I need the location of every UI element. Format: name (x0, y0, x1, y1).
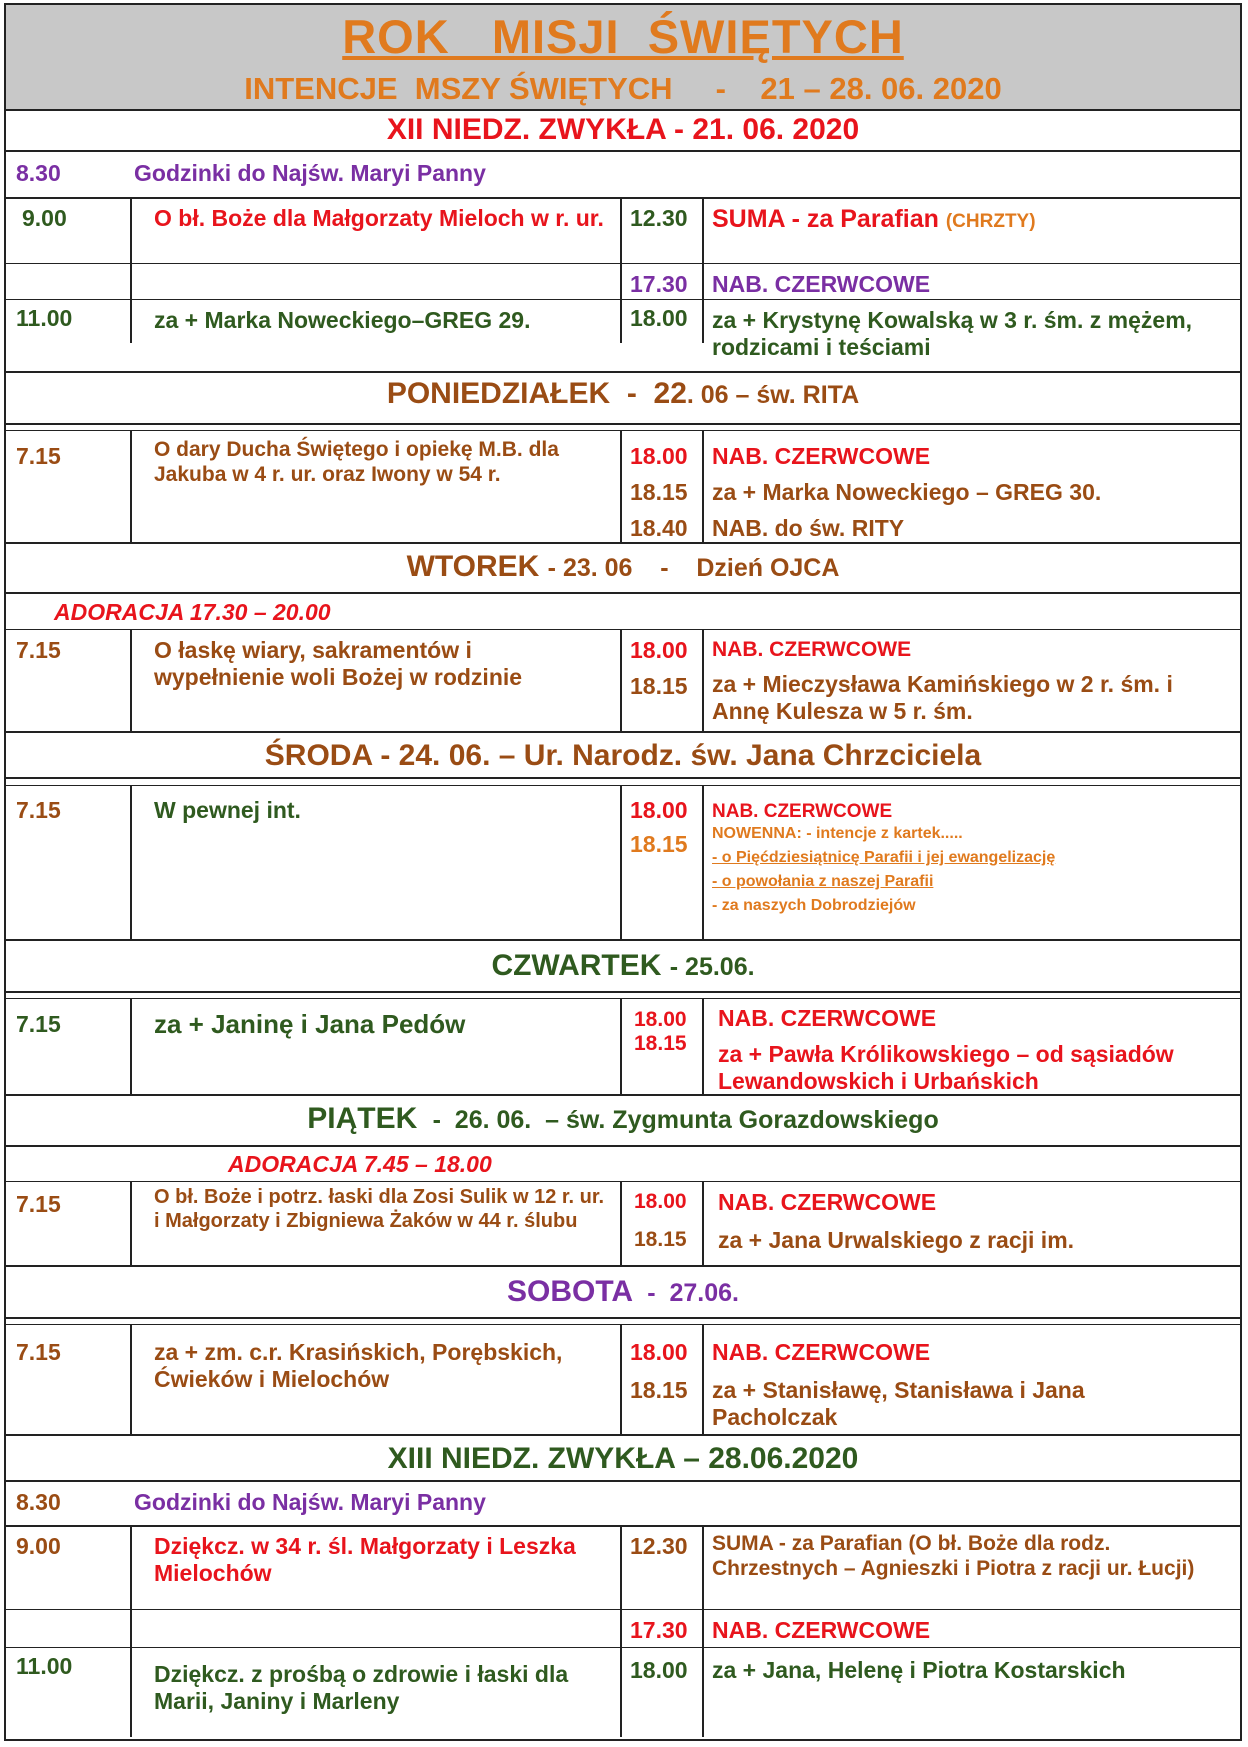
time: 18.00 (634, 1190, 687, 1213)
time: 11.00 (16, 1653, 73, 1679)
intention: Godzinki do Najśw. Maryi Panny (134, 1489, 486, 1515)
time: 18.15 (630, 1377, 688, 1403)
intention: Dziękcz. z prośbą o zdrowie i łaski dla Marii, Janiny i Marleny (154, 1661, 569, 1714)
time: 12.30 (630, 205, 688, 231)
intention: NAB. CZERWCOWE (712, 443, 931, 469)
intention: NOWENNA: - intencje z kartek..... (712, 825, 963, 842)
time: 18.15 (630, 673, 688, 699)
day-title-monday: PONIEDZIAŁEK - 22. 06 – św. RITA (386, 377, 860, 410)
page-title: ROK MISJI ŚWIĘTYCH (342, 10, 904, 63)
intention: za + zm. c.r. Krasińskich, Porębskich, Ćwieków i Mielochów (154, 1339, 563, 1392)
intention: NAB. do św. RITY (712, 515, 905, 541)
intention: za + Jana Urwalskiego z racji im. (718, 1227, 1075, 1253)
adoration-note: ADORACJA 7.45 – 18.00 (228, 1151, 492, 1177)
intention: - za naszych Dobrodziejów (712, 897, 916, 914)
time: 18.15 (634, 1032, 687, 1055)
intention: O łaskę wiary, sakramentów i wypełnienie woli Bożej w rodzinie (154, 637, 523, 690)
time: 7.15 (16, 443, 61, 469)
intention: W pewnej int. (154, 797, 301, 823)
intention: NAB. CZERWCOWE (718, 1189, 937, 1215)
time: 18.00 (630, 1339, 688, 1365)
day-title-saturday: SOBOTA - 27.06. (506, 1275, 739, 1308)
time: 11.00 (16, 305, 73, 331)
intention: za + Stanisławę, Stanisława i Jana Pacholczak (712, 1377, 1085, 1430)
day-title-wednesday: ŚRODA - 24. 06. – Ur. Narodz. św. Jana Chrzciciela (264, 739, 982, 772)
intention: - o powołania z naszej Parafii (712, 873, 934, 890)
day-title-sunday: XII NIEDZ. ZWYKŁA - 21. 06. 2020 (386, 113, 860, 146)
adoration-note: ADORACJA 17.30 – 20.00 (54, 599, 331, 625)
time: 18.15 (634, 1228, 687, 1251)
header (6, 5, 1240, 111)
intention: Godzinki do Najśw. Maryi Panny (134, 160, 486, 186)
time: 18.00 (630, 305, 688, 331)
time: 12.30 (630, 1533, 688, 1559)
intention: NAB. CZERWCOWE (718, 1005, 937, 1031)
intention: NAB. CZERWCOWE (712, 1339, 931, 1365)
intention: NAB. CZERWCOWE (712, 1617, 931, 1643)
intention: Dziękcz. w 34 r. śl. Małgorzaty i Leszka Mielochów (154, 1533, 576, 1586)
intention: za + Marka Noweckiego – GREG 30. (712, 479, 1102, 505)
intention: NAB. CZERWCOWE (712, 638, 912, 661)
intention: za + Pawła Królikowskiego – od sąsiadów Lewandowskich i Urbańskich (718, 1041, 1174, 1094)
time: 7.15 (16, 637, 61, 663)
time: 17.30 (630, 1617, 688, 1643)
intention: - o Pięćdziesiątnicę Parafii i jej ewangelizację (712, 849, 1056, 866)
intention: O dary Ducha Świętego i opiekę M.B. dla Jakuba w 4 r. ur. oraz Iwony w 54 r. (154, 438, 559, 486)
time: 7.15 (16, 1191, 61, 1217)
time: 7.15 (16, 1339, 61, 1365)
day-title-thursday: CZWARTEK - 25.06. (491, 949, 755, 982)
time: 18.15 (630, 479, 688, 505)
time: 8.30 (16, 160, 61, 186)
day-title-friday: PIĄTEK - 26. 06. – św. Zygmunta Gorazdowskiego (307, 1102, 939, 1135)
time: 9.00 (16, 1533, 61, 1559)
intention: O bł. Boże i potrz. łaski dla Zosi Sulik w 12 r. ur. i Małgorzaty i Zbigniewa Żaków w 44 r. ślubu (154, 1186, 605, 1232)
intention: za + Krystynę Kowalską w 3 r. śm. z mężem, rodzicami i teściami (712, 307, 1193, 360)
time: 7.15 (16, 1011, 61, 1037)
time: 7.15 (16, 797, 61, 823)
intention: NAB. CZERWCOWE (712, 271, 931, 297)
intention: O bł. Boże dla Małgorzaty Mieloch w r. ur. (154, 205, 604, 231)
time: 18.40 (630, 515, 688, 541)
day-title-sunday-2: XIII NIEDZ. ZWYKŁA – 28.06.2020 (387, 1442, 859, 1475)
time: 17.30 (630, 271, 688, 297)
intention: za + Jana, Helenę i Piotra Kostarskich (712, 1657, 1126, 1683)
page-subtitle: INTENCJE MSZY ŚWIĘTYCH - 21 – 28. 06. 2020 (244, 71, 1002, 106)
intention: SUMA - za Parafian (CHRZTY) (712, 205, 1036, 233)
time: 18.00 (630, 1657, 688, 1683)
time: 18.00 (630, 797, 688, 823)
intention: SUMA - za Parafian (O bł. Boże dla rodz. Chrzestnych – Agnieszki i Piotra z racji ur. Łucji) (712, 1532, 1195, 1580)
schedule-sheet (4, 3, 1242, 1741)
day-title-tuesday: WTOREK - 23. 06 - Dzień OJCA (406, 550, 840, 583)
intention: za + Marka Noweckiego–GREG 29. (154, 307, 531, 333)
intention: NAB. CZERWCOWE (712, 801, 893, 822)
time: 18.00 (634, 1008, 687, 1031)
time: 18.00 (630, 637, 688, 663)
intention: za + Mieczysława Kamińskiego w 2 r. śm. i Annę Kulesza w 5 r. śm. (712, 671, 1173, 724)
intention: za + Janinę i Jana Pedów (154, 1009, 466, 1039)
time: 18.00 (630, 443, 688, 469)
time: 9.00 (22, 205, 67, 231)
time: 18.15 (630, 831, 688, 857)
time: 8.30 (16, 1489, 61, 1515)
